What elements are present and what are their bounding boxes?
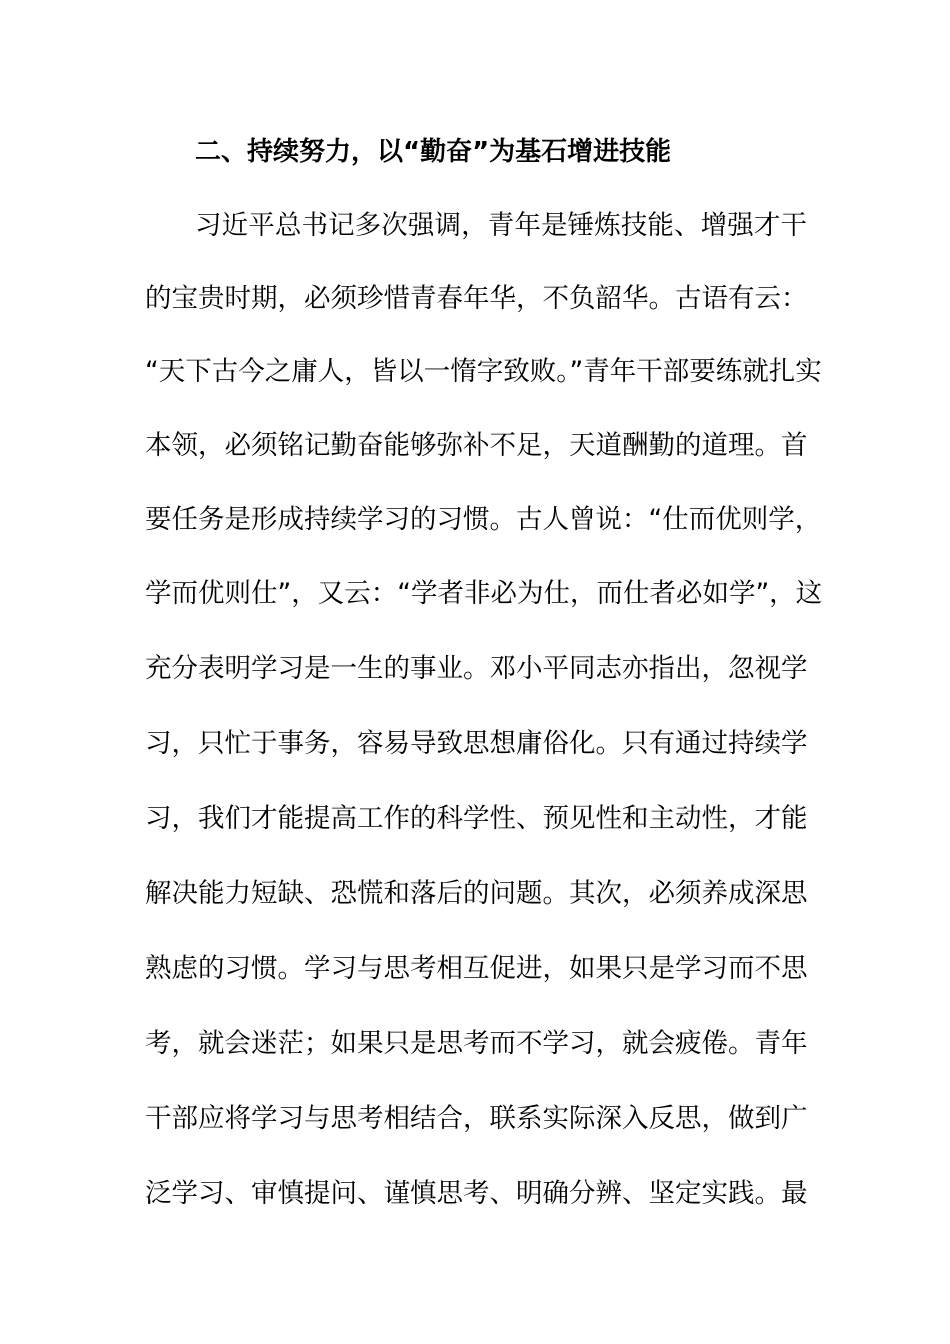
paragraph-line: 考，就会迷茫；如果只是思考而不学习，就会疲倦。青年 (145, 1028, 808, 1059)
paragraph-line: 习近平总书记多次强调，青年是锤炼技能、增强才干 (195, 210, 807, 241)
paragraph-line: 的宝贵时期，必须珍惜青春年华，不负韶华。古语有云： (145, 283, 808, 314)
paragraph-line: 本领，必须铭记勤奋能够弥补不足，天道酬勤的道理。首 (145, 430, 808, 461)
paragraph-line: 学而优则仕”，又云：“学者非必为仕，而仕者必如学”，这 (145, 578, 823, 609)
paragraph-line: 充分表明学习是一生的事业。邓小平同志亦指出，忽视学 (145, 653, 808, 684)
section-heading: 二、持续努力，以“勤奋”为基石增进技能 (195, 137, 672, 167)
paragraph-line: 泛学习、审慎提问、谨慎思考、明确分辨、坚定实践。最 (145, 1178, 808, 1209)
paragraph-line: 干部应将学习与思考相结合，联系实际深入反思，做到广 (145, 1103, 808, 1134)
paragraph-line: 习，我们才能提高工作的科学性、预见性和主动性，才能 (145, 803, 808, 834)
paragraph-line: 要任务是形成持续学习的习惯。古人曾说：“仕而优则学， (145, 504, 822, 535)
paragraph-line: 习，只忙于事务，容易导致思想庸俗化。只有通过持续学 (145, 728, 808, 759)
paragraph-line: “天下古今之庸人，皆以一惰字致败。”青年干部要练就扎实 (145, 356, 822, 387)
paragraph-line: 熟虑的习惯。学习与思考相互促进，如果只是学习而不思 (145, 953, 808, 984)
paragraph-line: 解决能力短缺、恐慌和落后的问题。其次，必须养成深思 (145, 878, 808, 909)
